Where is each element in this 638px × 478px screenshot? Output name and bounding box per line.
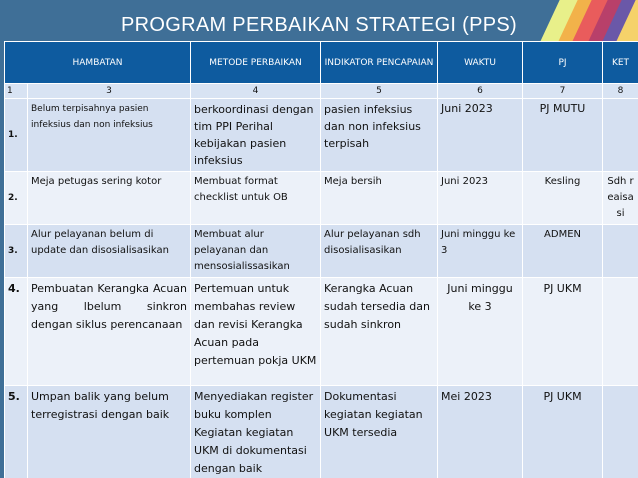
header-waktu: WAKTU: [438, 42, 523, 84]
column-number: 4: [191, 84, 321, 99]
cell-waktu: Juni 2023: [438, 99, 523, 172]
row-number: 2.: [5, 172, 28, 225]
table-row: [5, 99, 638, 172]
cell-ket: Sdh reaisasi: [603, 172, 638, 225]
column-number: 6: [438, 84, 523, 99]
cell-pj: PJ UKM: [523, 278, 603, 386]
cell-hambatan: Meja petugas sering kotor: [28, 172, 191, 225]
cell-metode: Membuat alur pelayanan dan mensosialissasikan: [191, 225, 321, 278]
slide-title: PROGRAM PERBAIKAN STRATEGI (PPS): [121, 14, 517, 36]
cell-indikator: Dokumentasi kegiatan kegiatan UKM tersedia: [321, 386, 438, 478]
cell-ket: [603, 99, 638, 172]
table-row: [5, 278, 638, 386]
table-row: [5, 225, 638, 278]
cell-waktu: Mei 2023: [438, 386, 523, 478]
column-number: 7: [523, 84, 603, 99]
cell-pj: Kesling: [523, 172, 603, 225]
table-row: [5, 172, 638, 225]
cell-metode: Menyediakan register buku komplen Kegiatan kegiatan UKM di dokumentasi dengan baik: [191, 386, 321, 478]
cell-metode: Pertemuan untuk membahas review dan revisi Kerangka Acuan pada pertemuan pokja UKM: [191, 278, 321, 386]
cell-metode: berkoordinasi dengan tim PPI Perihal kebijakan pasien infeksius: [191, 99, 321, 172]
column-number: 8: [603, 84, 638, 99]
header-hambatan: HAMBATAN: [5, 42, 191, 84]
column-number: 5: [321, 84, 438, 99]
header-indikator: INDIKATOR PENCAPAIAN: [321, 42, 438, 84]
header-pj: PJ: [523, 42, 603, 84]
table-row: [5, 386, 638, 478]
cell-indikator: Kerangka Acuan sudah tersedia dan sudah sinkron: [321, 278, 438, 386]
cell-waktu: Juni minggu ke 3: [438, 278, 523, 386]
cell-indikator: Alur pelayanan sdh disosialisasikan: [321, 225, 438, 278]
row-number: 1.: [5, 99, 28, 172]
cell-hambatan: Umpan balik yang belum terregistrasi dengan baik: [28, 386, 191, 478]
pps-table-wrapper: [4, 41, 638, 473]
column-number: 1: [5, 84, 28, 99]
cell-waktu: Juni minggu ke 3: [438, 225, 523, 278]
cell-ket: [603, 278, 638, 386]
cell-pj: PJ UKM: [523, 386, 603, 478]
cell-ket: [603, 386, 638, 478]
cell-ket: [603, 225, 638, 278]
row-number: 5.: [5, 386, 28, 478]
cell-pj: PJ MUTU: [523, 99, 603, 172]
cell-indikator: pasien infeksius dan non infeksius terpisah: [321, 99, 438, 172]
column-number-row: [5, 84, 638, 99]
header-ket: KET: [603, 42, 638, 84]
header-row: [5, 42, 638, 84]
row-number: 3.: [5, 225, 28, 278]
row-number: 4.: [5, 278, 28, 386]
cell-pj: ADMEN: [523, 225, 603, 278]
cell-metode: Membuat format checklist untuk OB: [191, 172, 321, 225]
column-number: 3: [28, 84, 191, 99]
cell-waktu: Juni 2023: [438, 172, 523, 225]
cell-hambatan: Alur pelayanan belum di update dan disosialisasikan: [28, 225, 191, 278]
header-metode: METODE PERBAIKAN: [191, 42, 321, 84]
cell-hambatan: Pembuatan Kerangka Acuan yang lbelum sinkron dengan siklus perencanaan: [28, 278, 191, 386]
pps-table: [4, 41, 638, 478]
cell-hambatan: Belum terpisahnya pasien infeksius dan non infeksius: [28, 99, 191, 172]
cell-indikator: Meja bersih: [321, 172, 438, 225]
